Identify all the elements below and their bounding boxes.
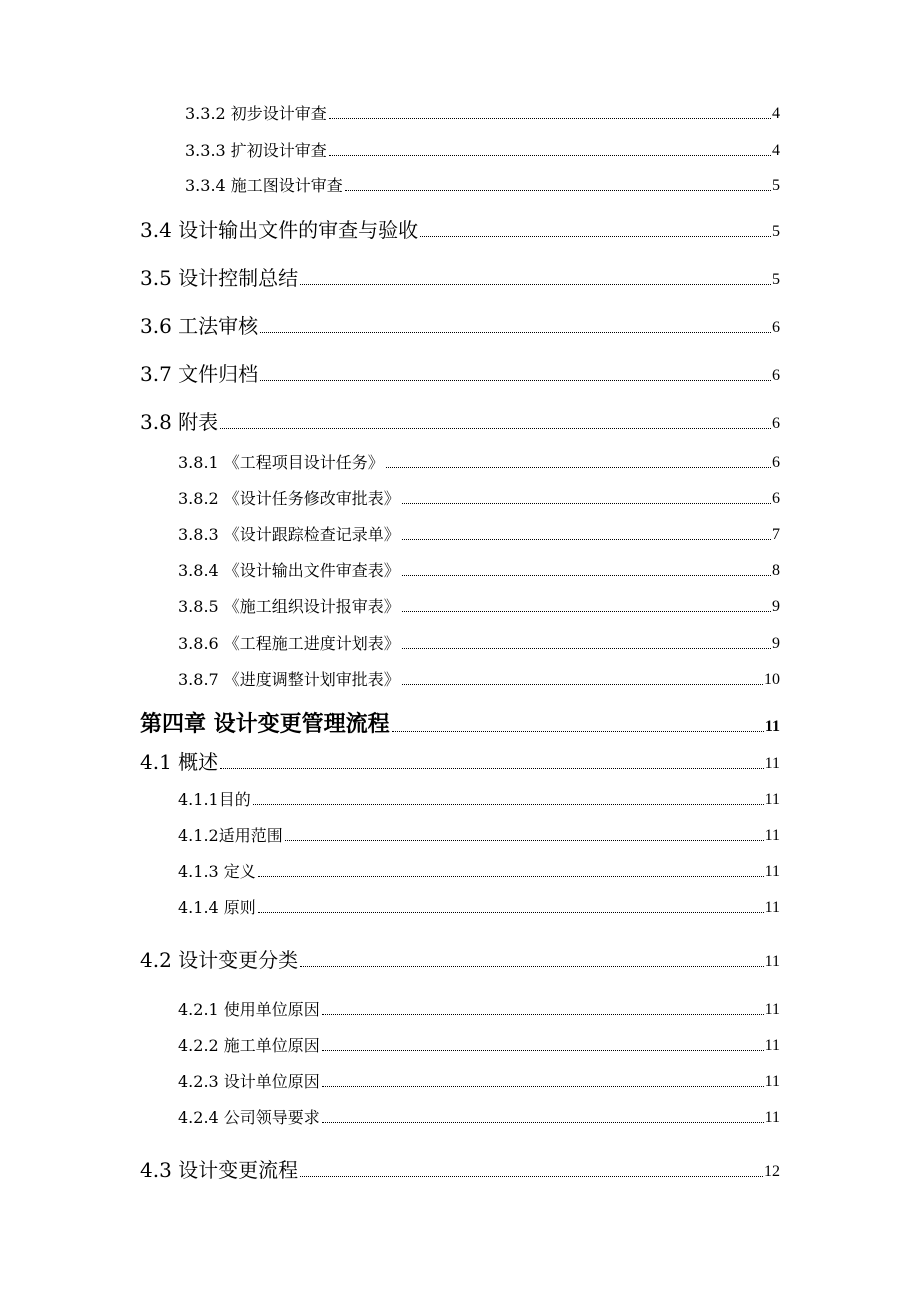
toc-page-number: 4 — [772, 142, 780, 159]
toc-page-number: 6 — [772, 415, 780, 432]
toc-entry-4-1-2[interactable] — [178, 828, 780, 844]
toc-page-number: 12 — [764, 1163, 780, 1180]
toc-entry-4-2-3[interactable] — [178, 1074, 780, 1090]
dot-leader — [258, 876, 764, 877]
toc-entry-4-1[interactable] — [140, 752, 780, 772]
dot-leader — [300, 284, 771, 285]
toc-entry-label: 3.8.1 《工程项目设计任务》 — [178, 453, 384, 472]
toc-entry-chapter-4[interactable] — [140, 713, 780, 735]
toc-page-number: 11 — [764, 863, 780, 880]
toc-entry-label: 3.3.4 施工图设计审查 — [185, 176, 343, 195]
toc-entry-label: 4.2.3 设计单位原因 — [178, 1072, 320, 1091]
toc-entry-label: 3.8.2 《设计任务修改审批表》 — [178, 489, 400, 508]
toc-entry-label: 4.1.4 原则 — [178, 898, 256, 917]
toc-page-number: 9 — [772, 635, 780, 652]
toc-entry-3-8-6[interactable] — [178, 636, 780, 652]
dot-leader — [402, 684, 763, 685]
toc-entry-label: 3.5 设计控制总结 — [140, 266, 299, 290]
toc-entry-label: 3.8.3 《设计跟踪检查记录单》 — [178, 525, 400, 544]
toc-entry-label: 4.2.2 施工单位原因 — [178, 1036, 320, 1055]
dot-leader — [300, 966, 763, 967]
dot-leader — [258, 912, 764, 913]
dot-leader — [392, 731, 764, 732]
dot-leader — [402, 611, 771, 612]
toc-entry-3-4[interactable] — [140, 220, 780, 240]
toc-entry-3-3-2[interactable] — [185, 106, 780, 122]
toc-entry-label: 4.1 概述 — [140, 750, 219, 774]
toc-page-number: 8 — [772, 562, 780, 579]
toc-page-number: 9 — [772, 598, 780, 615]
toc-entry-label: 3.3.3 扩初设计审查 — [185, 141, 327, 160]
dot-leader — [253, 804, 764, 805]
toc-entry-label: 3.6 工法审核 — [140, 314, 259, 338]
dot-leader — [300, 1176, 763, 1177]
toc-entry-4-1-4[interactable] — [178, 900, 780, 916]
toc-entry-label: 4.2 设计变更分类 — [140, 948, 299, 972]
toc-page-number: 6 — [772, 319, 780, 336]
toc-page-number: 6 — [772, 454, 780, 471]
toc-entry-label: 3.8 附表 — [140, 410, 219, 434]
dot-leader — [285, 840, 764, 841]
toc-page-number: 5 — [772, 271, 780, 288]
toc-page-number: 7 — [772, 526, 780, 543]
toc-entry-3-8-7[interactable] — [178, 672, 780, 688]
dot-leader — [260, 332, 771, 333]
toc-entry-4-3[interactable] — [140, 1160, 780, 1180]
toc-entry-3-8-4[interactable] — [178, 563, 780, 579]
toc-entry-4-1-3[interactable] — [178, 864, 780, 880]
toc-page-number: 5 — [772, 177, 780, 194]
dot-leader — [420, 236, 771, 237]
toc-entry-label: 4.2.1 使用单位原因 — [178, 1000, 320, 1019]
toc-entry-label: 3.8.4 《设计输出文件审查表》 — [178, 561, 400, 580]
toc-page-number: 6 — [772, 367, 780, 384]
toc-page-number: 4 — [772, 105, 780, 122]
dot-leader — [322, 1014, 764, 1015]
toc-entry-label: 3.8.6 《工程施工进度计划表》 — [178, 634, 400, 653]
dot-leader — [402, 539, 771, 540]
toc-entry-label: 4.3 设计变更流程 — [140, 1158, 299, 1182]
toc-page-number: 11 — [764, 1001, 780, 1018]
toc-page-number: 10 — [764, 671, 780, 688]
toc-entry-label: 3.8.7 《进度调整计划审批表》 — [178, 670, 400, 689]
dot-leader — [386, 467, 771, 468]
toc-entry-4-2-4[interactable] — [178, 1110, 780, 1126]
dot-leader — [329, 118, 771, 119]
toc-page-number: 5 — [772, 223, 780, 240]
dot-leader — [329, 155, 771, 156]
dot-leader — [402, 503, 771, 504]
toc-page-number: 6 — [772, 490, 780, 507]
toc-entry-label: 4.1.2适用范围 — [178, 826, 283, 845]
toc-entry-label: 4.1.1目的 — [178, 790, 251, 809]
dot-leader — [402, 575, 771, 576]
toc-page-number: 11 — [764, 1109, 780, 1126]
toc-page-number: 11 — [764, 1073, 780, 1090]
dot-leader — [260, 380, 771, 381]
toc-entry-3-8-1[interactable] — [178, 455, 780, 471]
toc-entry-label: 4.2.4 公司领导要求 — [178, 1108, 320, 1127]
dot-leader — [322, 1086, 764, 1087]
toc-page-number: 11 — [764, 827, 780, 844]
toc-entry-label: 第四章 设计变更管理流程 — [140, 711, 390, 737]
toc-page-number: 11 — [764, 1037, 780, 1054]
toc-entry-3-3-3[interactable] — [185, 143, 780, 159]
toc-page-number: 11 — [764, 899, 780, 916]
toc-entry-label: 4.1.3 定义 — [178, 862, 256, 881]
toc-page-number: 11 — [764, 953, 780, 970]
toc-entry-label: 3.4 设计输出文件的审查与验收 — [140, 218, 419, 242]
toc-page-number: 11 — [764, 755, 780, 772]
dot-leader — [322, 1122, 764, 1123]
toc-entry-4-2-2[interactable] — [178, 1038, 780, 1054]
dot-leader — [220, 428, 771, 429]
toc-entry-label: 3.3.2 初步设计审查 — [185, 104, 327, 123]
toc-entry-4-1-1[interactable] — [178, 792, 780, 808]
dot-leader — [220, 768, 763, 769]
toc-page-number: 11 — [764, 791, 780, 808]
toc-entry-label: 3.8.5 《施工组织设计报审表》 — [178, 597, 400, 616]
toc-entry-4-2-1[interactable] — [178, 1002, 780, 1018]
toc-entry-3-7[interactable] — [140, 364, 780, 384]
toc-entry-label: 3.7 文件归档 — [140, 362, 259, 386]
dot-leader — [322, 1050, 764, 1051]
toc-page-number: 11 — [764, 718, 780, 735]
toc-entry-3-8-5[interactable] — [178, 599, 780, 615]
toc-entry-4-2[interactable] — [140, 950, 780, 970]
toc-entry-3-6[interactable] — [140, 316, 780, 336]
toc-entry-3-8-2[interactable] — [178, 491, 780, 507]
toc-entry-3-3-4[interactable] — [185, 178, 780, 194]
dot-leader — [345, 190, 771, 191]
toc-entry-3-8[interactable] — [140, 412, 780, 432]
toc-entry-3-5[interactable] — [140, 268, 780, 288]
toc-entry-3-8-3[interactable] — [178, 527, 780, 543]
dot-leader — [402, 648, 771, 649]
